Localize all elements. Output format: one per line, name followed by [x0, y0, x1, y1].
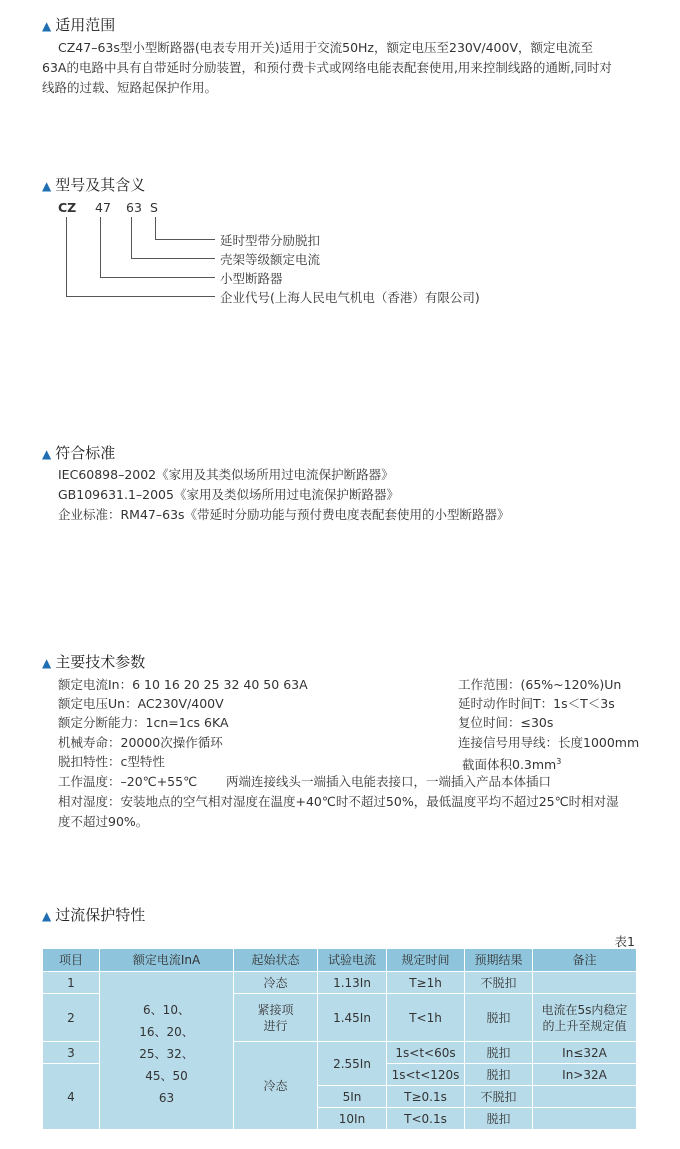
- meaning-company-code: 企业代号(上海人民电气机电（香港）有限公司): [220, 290, 480, 305]
- scope-line-2: 63A的电路中具有自带延时分励装置，和预付费卡式或网络电能表配套使用,用来控制线路的通断,同时对: [42, 60, 612, 75]
- expected-result: 脱扣: [465, 1064, 533, 1086]
- meaning-mcb: 小型断路器: [220, 271, 283, 286]
- remark: In≤32A: [533, 1042, 637, 1064]
- expected-result: 不脱扣: [465, 1086, 533, 1108]
- header-remarks: 备注: [533, 949, 637, 972]
- triangle-icon: ▲: [42, 19, 52, 33]
- connector-line: [131, 217, 132, 258]
- param-reset-time: 复位时间：≤30s: [458, 715, 554, 730]
- param-rated-current: 额定电流In：6 10 16 20 25 32 40 50 63A: [58, 677, 308, 692]
- connector-line: [131, 258, 215, 259]
- test-current: 1.45In: [318, 994, 387, 1042]
- item-no: 2: [43, 994, 100, 1042]
- remark: [533, 1108, 637, 1130]
- header-item: 项目: [43, 949, 100, 972]
- item-no: 3: [43, 1042, 100, 1064]
- state-cold: 冷态: [234, 972, 318, 994]
- specified-time: T≥0.1s: [387, 1086, 465, 1108]
- code-s: S: [150, 200, 158, 215]
- param-cross-section: 截面体积$0.3mm^3$: [462, 757, 562, 773]
- table-caption: 表1: [614, 934, 635, 949]
- param-breaking-capacity: 额定分断能力：1cn=1cs 6KA: [58, 715, 229, 730]
- overcurrent-table: [42, 948, 637, 1130]
- superscript: 3: [556, 757, 562, 766]
- standard-line-2: GB109631.1–2005《家用及类似场所用过电流保护断路器》: [58, 487, 399, 502]
- param-working-range: 工作范围：(65%~120%)Un: [458, 677, 622, 692]
- connector-line: [66, 217, 67, 296]
- standard-line-3: 企业标准：RM47–63s《带延时分励功能与预付费电度表配套使用的小型断路器》: [58, 507, 510, 522]
- header-expected-result: 预期结果: [465, 949, 533, 972]
- scope-line-3: 线路的过载、短路起保护作用。: [42, 80, 218, 95]
- item-no: 4: [43, 1064, 100, 1130]
- connector-line: [155, 217, 156, 239]
- param-rated-voltage: 额定电压Un：AC230V/400V: [58, 696, 224, 711]
- param-working-temp: 工作温度：–20℃+55℃: [58, 774, 198, 789]
- test-current: 10In: [318, 1108, 387, 1130]
- meaning-delay-shunt: 延时型带分励脱扣: [220, 233, 321, 248]
- expected-result: 脱扣: [465, 1042, 533, 1064]
- remark: [533, 1086, 637, 1108]
- section-title-standards: ▲ 符合标准: [42, 444, 116, 462]
- table-row: [43, 972, 637, 994]
- expected-result: 不脱扣: [465, 972, 533, 994]
- section-title-overcurrent: ▲ 过流保护特性: [42, 906, 146, 924]
- remark: In>32A: [533, 1064, 637, 1086]
- scope-line-1: CZ47–63s型小型断路器(电表专用开关)适用于交流50Hz，额定电压至230V/400V，额定电流至: [58, 40, 594, 55]
- expected-result: 脱扣: [465, 994, 533, 1042]
- header-test-current: 试验电流: [318, 949, 387, 972]
- specified-time: 1s<t<120s: [387, 1064, 465, 1086]
- remark: [533, 972, 637, 994]
- code-63: 63: [126, 200, 142, 215]
- specified-time: T≥1h: [387, 972, 465, 994]
- section-title-scope: ▲ 适用范围: [42, 16, 116, 34]
- triangle-icon: ▲: [42, 447, 52, 461]
- remark: 电流在5s内稳定 的上升至规定值: [533, 994, 637, 1042]
- section-title-model: ▲ 型号及其含义: [42, 176, 146, 194]
- connector-line: [155, 239, 215, 240]
- triangle-icon: ▲: [42, 656, 52, 670]
- header-initial-state: 起始状态: [234, 949, 318, 972]
- test-current: 1.13In: [318, 972, 387, 994]
- param-humidity-2: 度不超过90%。: [58, 814, 149, 829]
- connector-line: [100, 277, 215, 278]
- rated-current-cell: 6、10、 16、20、 25、32、 45、50 63: [100, 972, 234, 1130]
- specified-time: T<1h: [387, 994, 465, 1042]
- param-connection: 两端连接线头一端插入电能表接口，一端插入产品本体插口: [226, 774, 552, 789]
- header-specified-time: 规定时间: [387, 949, 465, 972]
- expected-result: 脱扣: [465, 1108, 533, 1130]
- param-signal-wire: 连接信号用导线：长度1000mm: [458, 735, 640, 750]
- code-cz: CZ: [58, 200, 77, 215]
- connector-line: [100, 217, 101, 277]
- specified-time: T<0.1s: [387, 1108, 465, 1130]
- param-humidity-1: 相对湿度：安装地点的空气相对湿度在温度+40℃时不超过50%，最低温度平均不超过25℃时相对湿: [58, 794, 619, 809]
- param-mechanical-life: 机械寿命：20000次操作循环: [58, 735, 223, 750]
- triangle-icon: ▲: [42, 179, 52, 193]
- test-current: 5In: [318, 1086, 387, 1108]
- state-cold-2: 冷态: [234, 1042, 318, 1130]
- test-current: 2.55In: [318, 1042, 387, 1086]
- triangle-icon: ▲: [42, 909, 52, 923]
- specified-time: 1s<t<60s: [387, 1042, 465, 1064]
- connector-line: [66, 296, 215, 297]
- standard-line-1: IEC60898–2002《家用及其类似场所用过电流保护断路器》: [58, 467, 394, 482]
- meaning-frame-current: 壳架等级额定电流: [220, 252, 321, 267]
- header-rated-current: 额定电流InA: [100, 949, 234, 972]
- item-no: 1: [43, 972, 100, 994]
- param-delay-time: 延时动作时间T：1s＜T＜3s: [458, 696, 615, 711]
- state-hot: 紧接项 进行: [234, 994, 318, 1042]
- param-trip-characteristic: 脱扣特性：c型特性: [58, 754, 165, 769]
- section-title-params: ▲ 主要技术参数: [42, 653, 146, 671]
- code-47: 47: [95, 200, 111, 215]
- table-header-row: [43, 949, 637, 972]
